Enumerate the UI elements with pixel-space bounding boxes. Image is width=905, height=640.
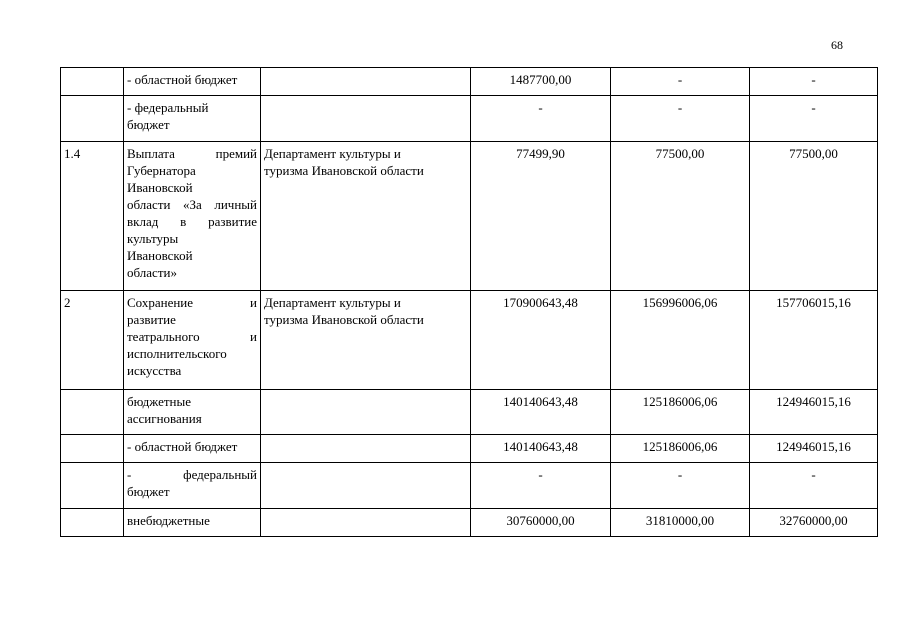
row-name: - областной бюджет (124, 68, 261, 96)
row-code (61, 463, 124, 509)
value-year-3: 32760000,00 (750, 509, 878, 537)
value-year-2: - (611, 96, 750, 142)
row-name: - федеральный бюджет (124, 96, 261, 142)
row-name: внебюджетные (124, 509, 261, 537)
table-row (61, 68, 878, 96)
value-year-3: 124946015,16 (750, 435, 878, 463)
table-row (61, 142, 878, 291)
row-executor (261, 96, 471, 142)
value-year-2: 31810000,00 (611, 509, 750, 537)
row-executor: Департамент культуры и туризма Ивановской области (261, 142, 471, 291)
row-name: Выплата премий Губернатора Ивановской области «За личный вклад в развитие культуры Ивановской области» (124, 142, 261, 291)
row-executor (261, 390, 471, 435)
budget-table (60, 67, 878, 537)
value-year-1: 140140643,48 (471, 435, 611, 463)
value-year-3: 124946015,16 (750, 390, 878, 435)
table-row (61, 96, 878, 142)
value-year-1: 170900643,48 (471, 291, 611, 390)
table-row (61, 291, 878, 390)
row-executor (261, 509, 471, 537)
row-code (61, 390, 124, 435)
value-year-1: - (471, 463, 611, 509)
value-year-3: - (750, 68, 878, 96)
value-year-2: 125186006,06 (611, 435, 750, 463)
value-year-1: 1487700,00 (471, 68, 611, 96)
row-code (61, 68, 124, 96)
table-row (61, 435, 878, 463)
value-year-3: - (750, 463, 878, 509)
value-year-2: 156996006,06 (611, 291, 750, 390)
row-code: 1.4 (61, 142, 124, 291)
row-executor (261, 463, 471, 509)
page-number: 68 (831, 38, 843, 52)
table-row (61, 463, 878, 509)
row-executor (261, 68, 471, 96)
row-name: бюджетные ассигнования (124, 390, 261, 435)
value-year-3: - (750, 96, 878, 142)
value-year-1: 140140643,48 (471, 390, 611, 435)
row-name: - областной бюджет (124, 435, 261, 463)
value-year-1: 30760000,00 (471, 509, 611, 537)
value-year-2: - (611, 463, 750, 509)
row-code: 2 (61, 291, 124, 390)
value-year-3: 157706015,16 (750, 291, 878, 390)
row-code (61, 509, 124, 537)
row-name: - федеральный бюджет (124, 463, 261, 509)
value-year-1: - (471, 96, 611, 142)
value-year-3: 77500,00 (750, 142, 878, 291)
table-row (61, 509, 878, 537)
value-year-2: 125186006,06 (611, 390, 750, 435)
row-name: Сохранение и развитие театрального и исполнительского искусства (124, 291, 261, 390)
value-year-2: 77500,00 (611, 142, 750, 291)
row-code (61, 435, 124, 463)
row-code (61, 96, 124, 142)
row-executor: Департамент культуры и туризма Ивановской области (261, 291, 471, 390)
row-executor (261, 435, 471, 463)
value-year-1: 77499,90 (471, 142, 611, 291)
table-row (61, 390, 878, 435)
value-year-2: - (611, 68, 750, 96)
